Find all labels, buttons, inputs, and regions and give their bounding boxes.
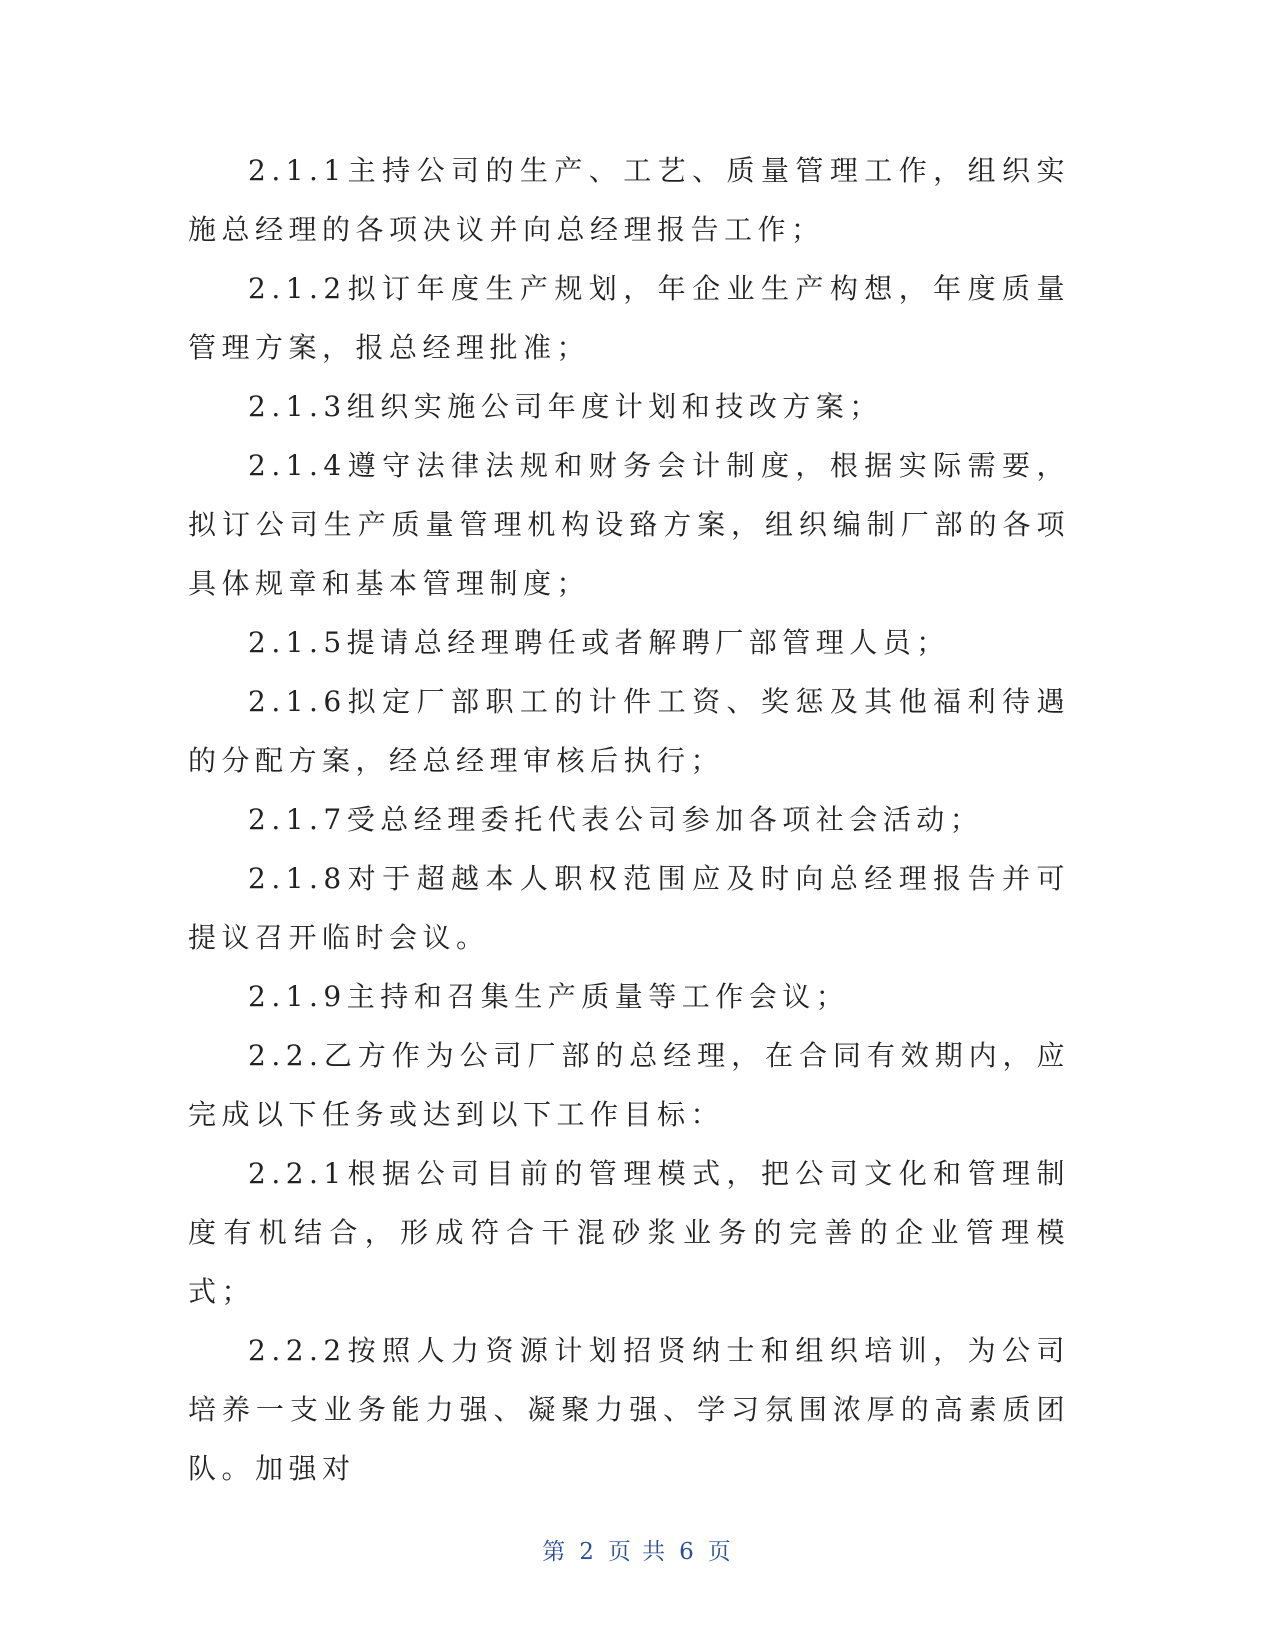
paragraph-2-1-1: 2.1.1主持公司的生产、工艺、质量管理工作，组织实施总经理的各项决议并向总经理报告工作；	[188, 154, 1070, 246]
paragraph-2-1-6: 2.1.6拟定厂部职工的计件工资、奖惩及其他福利待遇的分配方案，经总经理审核后执行；	[188, 685, 1070, 777]
paragraph-2-2-1: 2.2.1根据公司目前的管理模式，把公司文化和管理制度有机结合，形成符合干混砂浆业务的完善的企业管理模式；	[188, 1157, 1070, 1308]
paragraph-2-1-5: 2.1.5提请总经理聘任或者解聘厂部管理人员；	[248, 626, 950, 659]
footer-suffix: 页	[707, 1539, 733, 1565]
page-footer	[0, 1533, 1275, 1566]
footer-total-pages: 6	[679, 1539, 696, 1565]
document-body	[188, 141, 1070, 1498]
footer-prefix: 第	[542, 1539, 568, 1565]
paragraph-2-1-3: 2.1.3组织实施公司年度计划和技改方案；	[248, 390, 883, 423]
paragraph-2-2-2: 2.2.2按照人力资源计划招贤纳士和组织培训，为公司培养一支业务能力强、凝聚力强、学习氛围浓厚的高素质团队。加强对	[188, 1334, 1070, 1485]
footer-page-number: 2	[579, 1539, 596, 1565]
paragraph-2-1-7: 2.1.7受总经理委托代表公司参加各项社会活动；	[248, 803, 984, 836]
paragraph-2-2: 2.2.乙方作为公司厂部的总经理，在合同有效期内，应完成以下任务或达到以下工作目标：	[188, 1039, 1070, 1131]
footer-middle: 页 共	[607, 1539, 668, 1565]
paragraph-2-1-2: 2.1.2拟订年度生产规划，年企业生产构想，年度质量管理方案，报总经理批准；	[188, 272, 1070, 364]
paragraph-2-1-9: 2.1.9主持和召集生产质量等工作会议；	[248, 980, 850, 1013]
paragraph-2-1-4: 2.1.4遵守法律法规和财务会计制度，根据实际需要，拟订公司生产质量管理机构设臵方案，组织编制厂部的各项具体规章和基本管理制度；	[188, 449, 1070, 600]
paragraph-2-1-8: 2.1.8对于超越本人职权范围应及时向总经理报告并可提议召开临时会议。	[188, 862, 1070, 954]
